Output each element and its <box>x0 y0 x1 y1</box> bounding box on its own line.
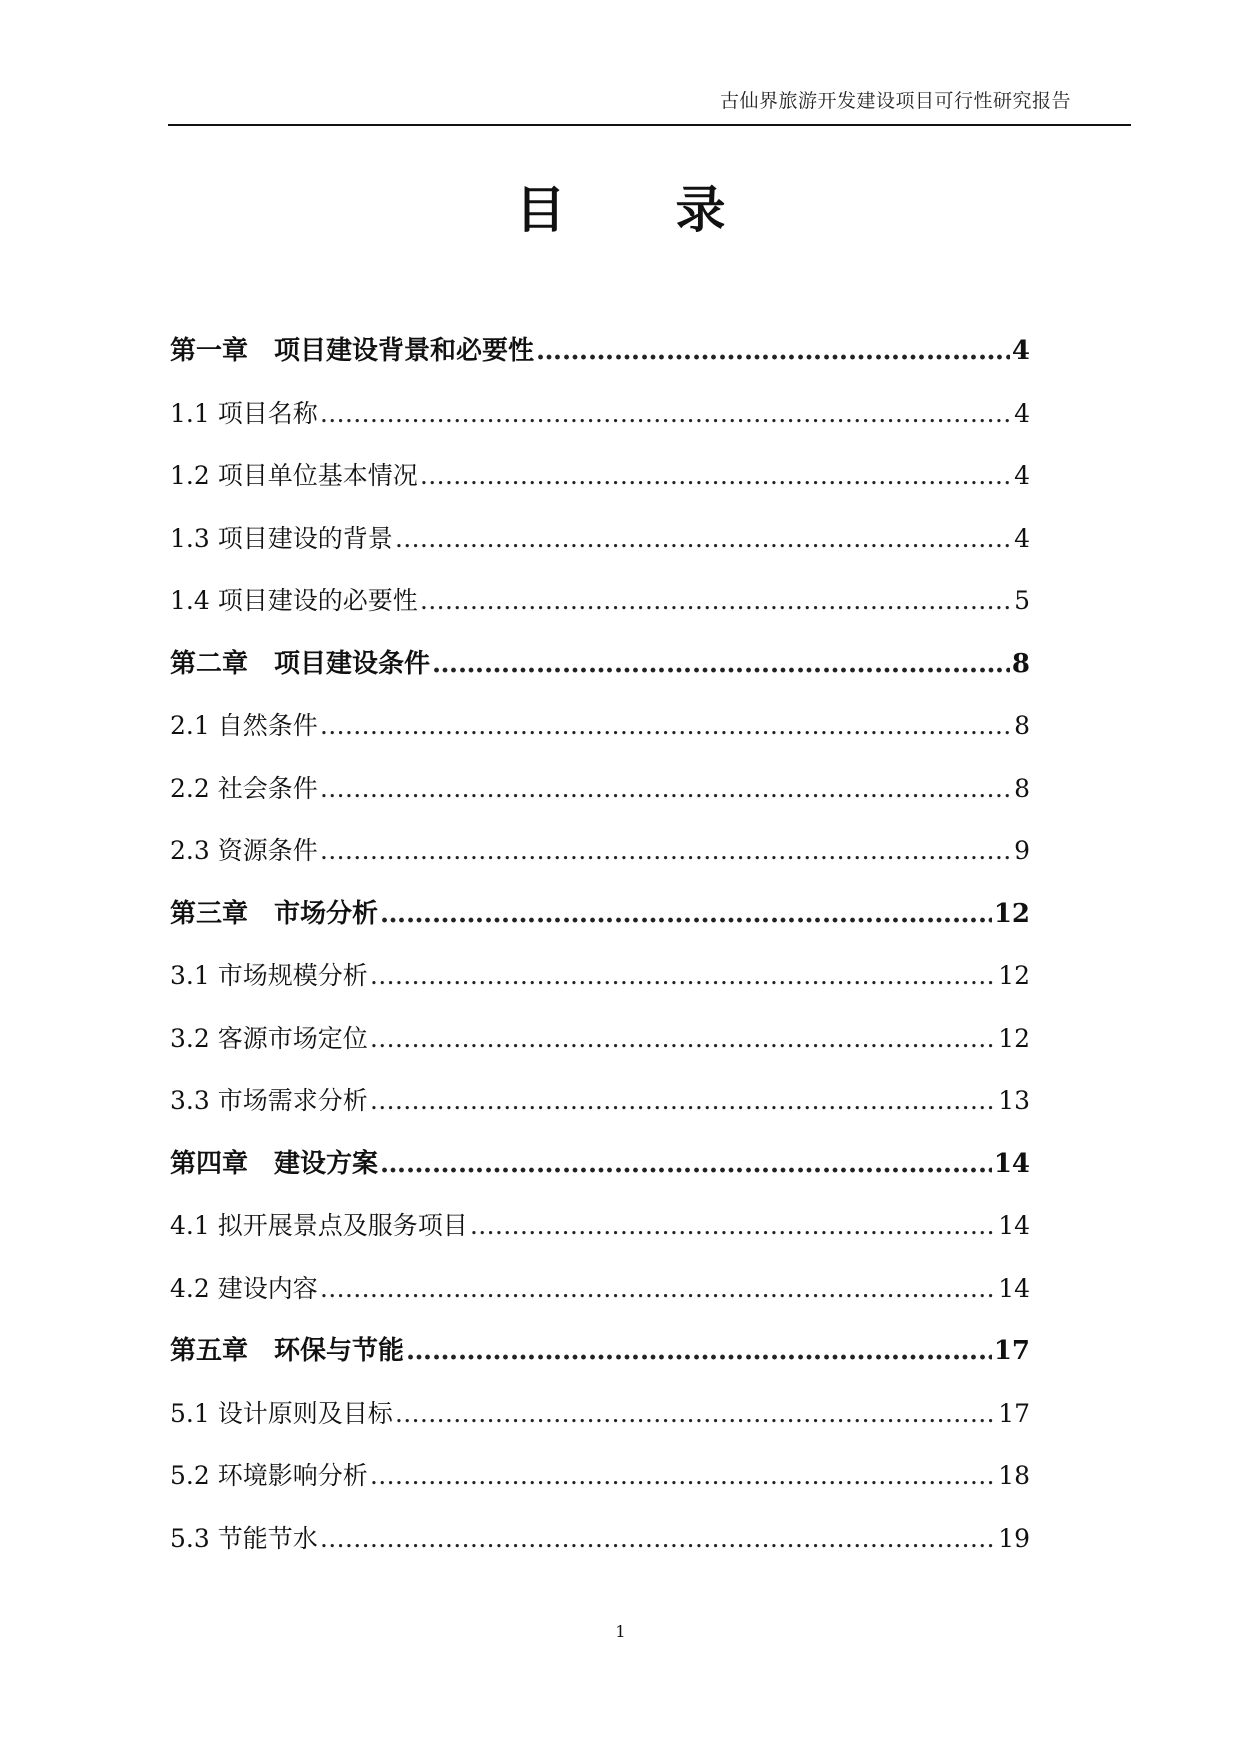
toc-entry-chapter-2[interactable] <box>170 633 1030 696</box>
toc-entry-1-1[interactable] <box>170 383 1030 446</box>
toc-entry-label: 1.4 项目建设的必要性 <box>170 586 418 615</box>
toc-entry-page: 14 <box>998 1273 1030 1303</box>
toc-entry-label: 2.1 自然条件 <box>170 711 318 740</box>
toc-entry-5-2[interactable] <box>170 1445 1030 1508</box>
toc-entry-label: 4.1 拟开展景点及服务项目 <box>170 1211 468 1240</box>
toc-entry-2-1[interactable] <box>170 695 1030 758</box>
dot-leader <box>320 758 1012 821</box>
dot-leader <box>432 633 1010 696</box>
toc-entry-label: 2.3 资源条件 <box>170 836 318 865</box>
dot-leader <box>320 383 1012 446</box>
toc-entry-page: 12 <box>993 898 1030 929</box>
toc-entry-page: 9 <box>1014 836 1030 865</box>
toc-entry-page: 4 <box>1014 523 1030 553</box>
toc-entry-label: 第五章 环保与节能 <box>170 1336 405 1366</box>
toc-entry-4-2[interactable] <box>170 1258 1030 1321</box>
toc-entry-page: 8 <box>1014 773 1030 803</box>
dot-leader <box>420 445 1012 508</box>
toc-entry-chapter-5[interactable] <box>170 1320 1030 1383</box>
toc-entry-label: 3.3 市场需求分析 <box>170 1086 368 1115</box>
toc-entry-label: 5.2 环境影响分析 <box>170 1461 368 1490</box>
dot-leader <box>320 1258 996 1321</box>
toc-entry-page: 8 <box>1014 711 1030 740</box>
toc-entry-page: 12 <box>998 1023 1030 1053</box>
dot-leader <box>320 695 1012 758</box>
toc-entry-1-4[interactable] <box>170 570 1030 633</box>
toc-entry-label: 1.3 项目建设的背景 <box>170 523 393 553</box>
toc-entry-5-1[interactable] <box>170 1383 1030 1446</box>
toc-entry-label: 2.2 社会条件 <box>170 773 318 803</box>
toc-entry-label: 第三章 市场分析 <box>170 898 379 929</box>
toc-entry-label: 1.1 项目名称 <box>170 398 318 428</box>
table-of-contents <box>170 320 1030 1570</box>
page-number: 1 <box>615 1622 626 1641</box>
dot-leader <box>320 820 1012 883</box>
dot-leader <box>395 508 1012 571</box>
dot-leader <box>380 1133 992 1196</box>
toc-entry-1-2[interactable] <box>170 445 1030 508</box>
dot-leader <box>420 570 1012 633</box>
toc-entry-3-3[interactable] <box>170 1070 1030 1133</box>
toc-entry-label: 第四章 建设方案 <box>170 1148 379 1179</box>
toc-entry-1-3[interactable] <box>170 508 1030 571</box>
toc-entry-page: 18 <box>998 1461 1030 1490</box>
dot-leader <box>370 1008 996 1071</box>
toc-entry-3-1[interactable] <box>170 945 1030 1008</box>
header-divider <box>168 124 1131 126</box>
toc-entry-label: 5.1 设计原则及目标 <box>170 1398 393 1428</box>
toc-entry-page: 8 <box>1011 648 1030 679</box>
toc-entry-2-2[interactable] <box>170 758 1030 821</box>
toc-entry-page: 17 <box>998 1398 1030 1428</box>
toc-entry-5-3[interactable] <box>170 1508 1030 1571</box>
toc-entry-2-3[interactable] <box>170 820 1030 883</box>
toc-entry-label: 3.1 市场规模分析 <box>170 961 368 990</box>
dot-leader <box>470 1195 996 1258</box>
running-header: 古仙界旅游开发建设项目可行性研究报告 <box>719 90 1071 112</box>
toc-entry-page: 14 <box>993 1148 1030 1179</box>
toc-entry-page: 5 <box>1014 586 1030 615</box>
toc-entry-page: 17 <box>993 1336 1030 1366</box>
toc-entry-chapter-4[interactable] <box>170 1133 1030 1196</box>
toc-entry-page: 12 <box>998 961 1030 990</box>
toc-entry-3-2[interactable] <box>170 1008 1030 1071</box>
dot-leader <box>320 1508 996 1571</box>
toc-entry-4-1[interactable] <box>170 1195 1030 1258</box>
toc-entry-page: 4 <box>1014 398 1030 428</box>
dot-leader <box>370 945 996 1008</box>
dot-leader <box>370 1445 996 1508</box>
dot-leader <box>395 1383 996 1446</box>
toc-entry-page: 19 <box>998 1523 1030 1553</box>
dot-leader <box>536 320 1010 383</box>
toc-entry-label: 1.2 项目单位基本情况 <box>170 461 418 490</box>
toc-entry-page: 14 <box>998 1211 1030 1240</box>
toc-entry-label: 4.2 建设内容 <box>170 1273 318 1303</box>
dot-leader <box>380 883 992 946</box>
toc-entry-label: 3.2 客源市场定位 <box>170 1023 368 1053</box>
toc-entry-label: 第二章 项目建设条件 <box>170 648 431 679</box>
toc-entry-label: 第一章 项目建设背景和必要性 <box>170 336 535 366</box>
toc-entry-page: 4 <box>1011 336 1030 366</box>
toc-entry-chapter-3[interactable] <box>170 883 1030 946</box>
page-title: 目录 <box>515 181 836 239</box>
toc-entry-label: 5.3 节能节水 <box>170 1523 318 1553</box>
toc-entry-chapter-1[interactable] <box>170 320 1030 383</box>
dot-leader <box>370 1070 996 1133</box>
toc-entry-page: 13 <box>998 1086 1030 1115</box>
dot-leader <box>406 1320 992 1383</box>
toc-entry-page: 4 <box>1014 461 1030 490</box>
